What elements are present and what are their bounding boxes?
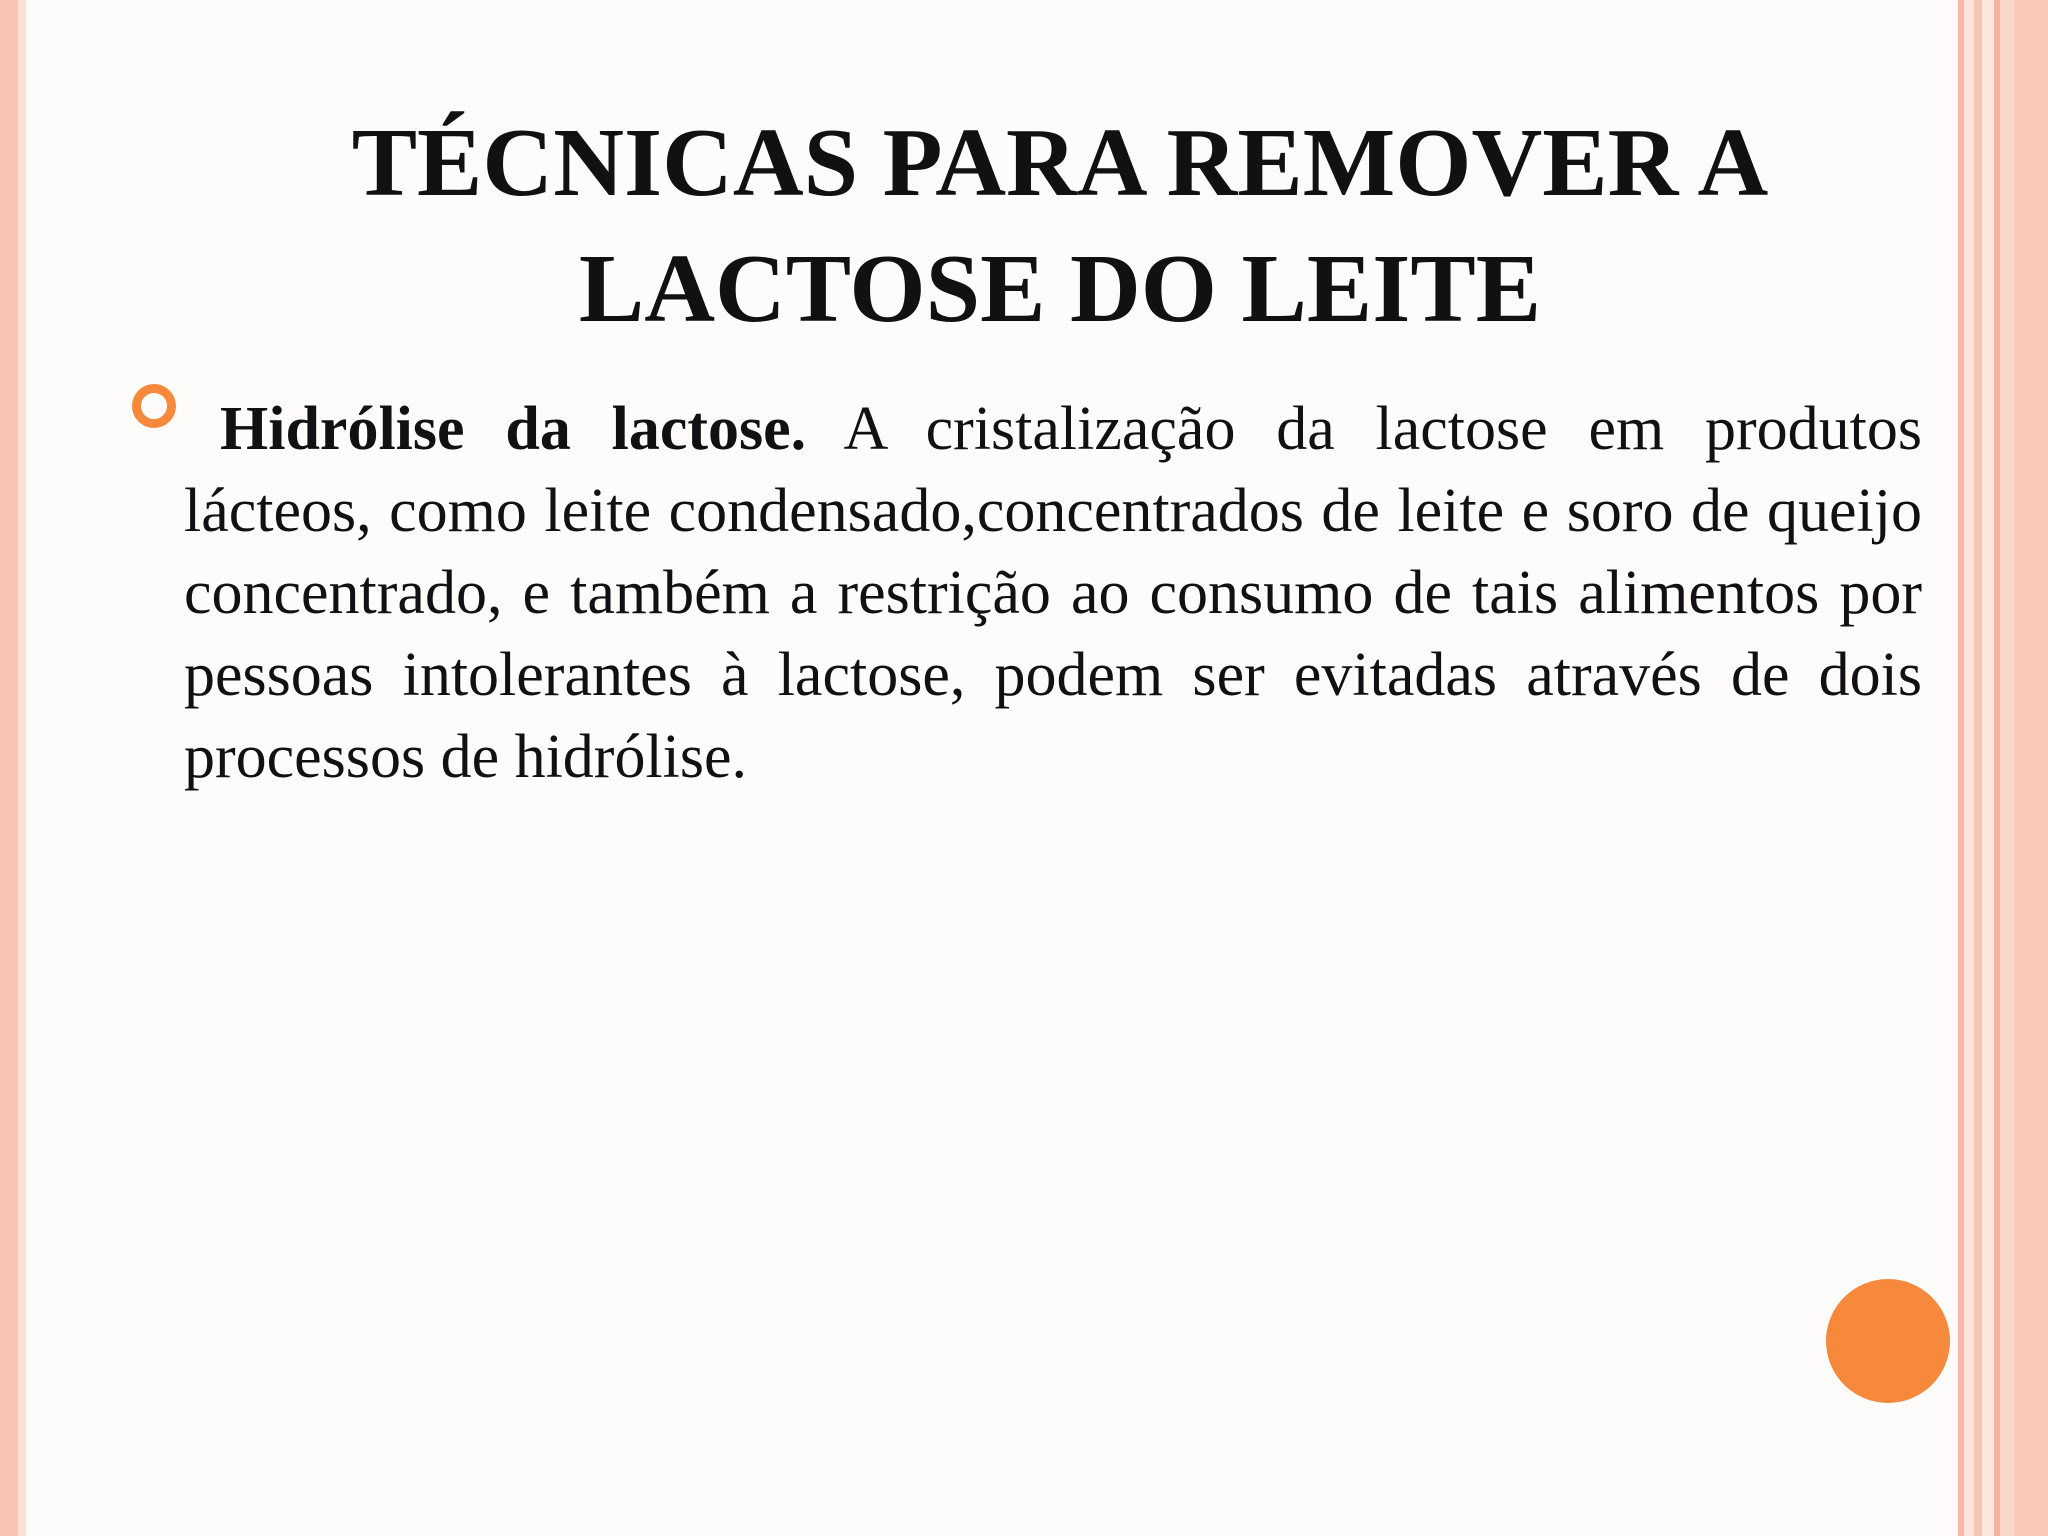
bullet-paragraph bbox=[184, 388, 1922, 798]
slide-title bbox=[180, 100, 1940, 352]
right-border-stripe bbox=[2000, 0, 2014, 1536]
right-border-stripe bbox=[1964, 0, 1974, 1536]
right-border-stripe bbox=[1982, 0, 1994, 1536]
right-border-stripe bbox=[1974, 0, 1982, 1536]
ring-bullet-icon bbox=[132, 384, 176, 428]
slide-title-line-2: LACTOSE DO LEITE bbox=[578, 235, 1542, 343]
slide-title-line-1: TÉCNICAS PARA REMOVER A bbox=[351, 109, 1769, 217]
left-border-stripe bbox=[0, 0, 18, 1536]
bullet-body-text: A cristalização da lactose em produtos lácteos, como leite condensado,concentrados de leite e soro de queijo concentrado, e também a restrição ao consumo de tais alimentos por pessoas intolerantes à lactose, podem ser evitadas através de dois processos de hidrólise. bbox=[184, 395, 1922, 791]
right-border-stripe bbox=[2014, 0, 2048, 1536]
left-border-inner-stripe bbox=[18, 0, 26, 1536]
orange-circle-decoration-icon bbox=[1826, 1279, 1950, 1403]
bullet-heading: Hidrólise da lactose. bbox=[220, 395, 807, 463]
